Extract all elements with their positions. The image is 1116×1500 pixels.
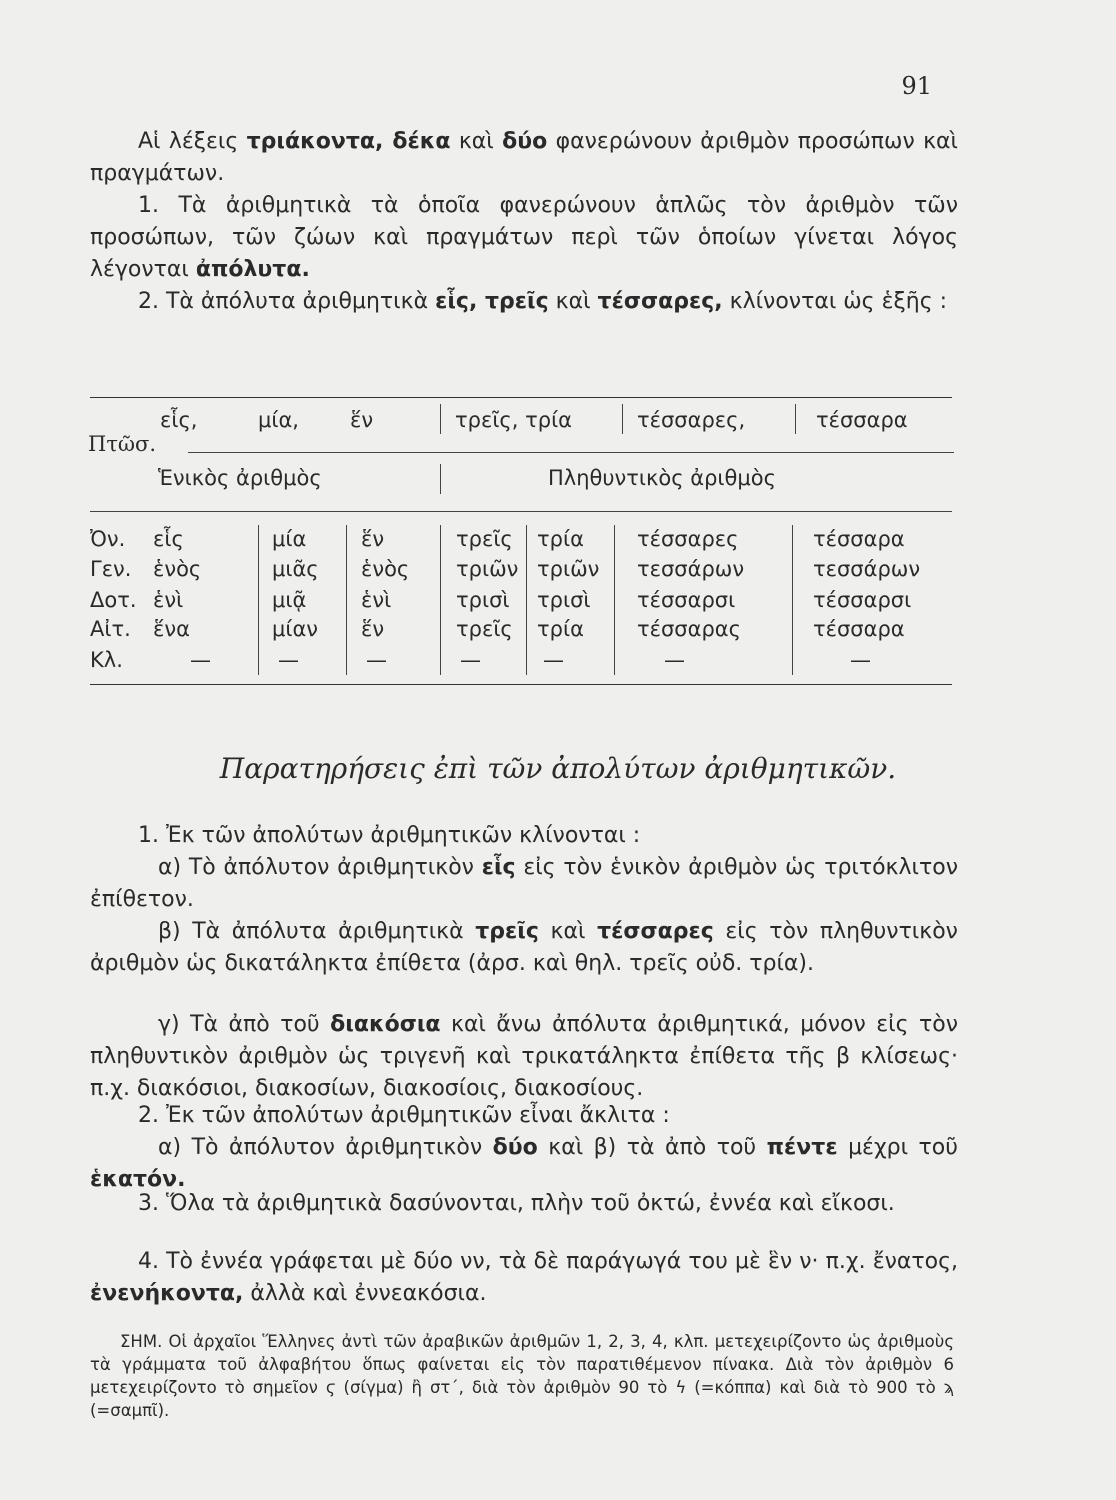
p2-rest: κλίνονται ὡς ἑξῆς : — [729, 289, 948, 314]
page-number: 91 — [901, 72, 932, 100]
table-bottom-rule — [90, 684, 952, 685]
cell: τεσσάρων — [813, 557, 921, 581]
obs-1: 1. Ἐκ τῶν ἀπολύτων ἀριθμητικῶν κλίνονται : — [138, 823, 641, 848]
cell: τρεῖς — [456, 527, 513, 551]
cell: τέσσαρας — [637, 617, 741, 641]
singular-label: Ἑνικὸς ἀριθμὸς — [158, 466, 322, 490]
cell: ἑνὶ — [153, 588, 184, 612]
obs-1b-bold-1: τρεῖς — [475, 919, 539, 944]
obs-3: 3. Ὅλα τὰ ἀριθμητικὰ δασύνονται, πλὴν τοῦ ὀκτώ, ἐννέα καὶ εἴκοσι. — [138, 1191, 895, 1216]
cell: τεσσάρων — [637, 557, 745, 581]
cell: τέσσαρσι — [637, 588, 736, 612]
cell: τριῶν — [537, 557, 600, 581]
cell: τέσσαρα — [813, 617, 905, 641]
cell: — — [850, 648, 871, 672]
obs-2a-bold-2: πέντε — [766, 1135, 838, 1160]
header-mia: μία, — [258, 408, 299, 432]
footnote: ΣΗΜ. Οἱ ἀρχαῖοι Ἕλληνες ἀντὶ τῶν ἀραβικῶν ἀριθμῶν 1, 2, 3, 4, κλπ. μετεχειρίζοντο ὡς ἀριθμοὺς τὰ γράμματα τοῦ ἀλφαβήτου ὅπως φαίνεται εἰς τὸν παρατιθέμενον πίνακα. Διὰ τὸν ἀριθμὸν 6 μετεχειρίζοντο τὸ σημεῖον ϛ (σίγμα) ἢ στ΄, διὰ τὸν ἀριθμὸν 90 τὸ ϟ (=κόππα) καὶ διὰ τὸ 900 τὸ ϡ (=σαμπῖ). — [90, 1332, 954, 1420]
section-heading: Παρατηρήσεις ἐπὶ τῶν ἀπολύτων ἀριθμητικῶν. — [219, 752, 897, 785]
case-label: Γεν. — [90, 557, 132, 581]
obs-1g-pre: γ) Τὰ ἀπὸ τοῦ — [158, 1012, 320, 1037]
paragraph-2 — [90, 286, 958, 318]
intro-rest: φανερώνουν ἀριθμὸν προσώπων καὶ πραγμάτων. — [90, 129, 959, 186]
header-eis: εἷς, — [160, 408, 198, 432]
p2-bold: εἷς, τρεῖς — [435, 289, 549, 314]
cell: — — [190, 648, 211, 672]
table-top-rule — [90, 397, 952, 398]
header-tessares: τέσσαρες, — [637, 408, 746, 432]
obs-1b — [90, 916, 958, 980]
obs-1g-bold: διακόσια — [330, 1012, 441, 1037]
header-bar-3 — [795, 404, 796, 434]
p1-bold: ἀπόλυτα. — [195, 257, 310, 282]
p2-bold-2: τέσσαρες, — [597, 289, 723, 314]
obs-4 — [90, 1246, 958, 1310]
intro-bold-2: δύο — [502, 129, 548, 154]
obs-1b-rest: εἰς τὸν πληθυντικὸν ἀριθμὸν ὡς δικατάληκτα ἐπίθετα (ἀρσ. καὶ θηλ. τρεῖς οὐδ. τρία). — [90, 919, 958, 976]
cell: τρία — [537, 617, 584, 641]
header-en: ἕν — [350, 408, 374, 432]
col-bar — [614, 525, 615, 675]
cell: τρισὶ — [456, 588, 510, 612]
cell: — — [366, 648, 387, 672]
obs-2a-bold: δύο — [492, 1135, 538, 1160]
cell: ἑνὶ — [361, 588, 392, 612]
obs-4-pre: 4. Τὸ ἐννέα γράφεται μὲ δύο νν, τὰ δὲ παράγωγά του μὲ ἓν ν· π.χ. ἔνατος, — [138, 1249, 958, 1274]
p1-text: 1. Τὰ ἀριθμητικὰ τὰ ὁποῖα φανερώνουν ἁπλῶς τὸν ἀριθμὸν τῶν προσώπων, τῶν ζώων καὶ πραγμάτων περὶ τῶν ὁποίων γίνεται λόγος λέγονται — [90, 193, 958, 282]
col-bar — [440, 525, 441, 675]
case-label: Δοτ. — [90, 588, 137, 612]
cell: εἷς — [153, 527, 184, 551]
table-header-rule — [90, 511, 952, 512]
cell: τρισὶ — [537, 588, 591, 612]
obs-4-bold: ἐνενήκοντα, — [90, 1281, 244, 1306]
ptosis-label: Πτῶσ. — [88, 432, 157, 456]
cell: μιᾶς — [272, 557, 319, 581]
obs-1b-pre: β) Τὰ ἀπόλυτα ἀριθμητικὰ — [158, 919, 464, 944]
cell: ἕνα — [153, 617, 190, 641]
plural-label: Πληθυντικὸς ἀριθμὸς — [548, 466, 776, 490]
col-bar — [346, 525, 347, 675]
obs-1b-and: καὶ — [550, 919, 586, 944]
header-tessara: τέσσαρα — [816, 408, 908, 432]
intro-paragraph — [90, 126, 958, 190]
obs-4-rest: ἀλλὰ καὶ ἐννεακόσια. — [250, 1281, 487, 1306]
intro-bold-1: τριάκοντα, δέκα — [246, 129, 451, 154]
obs-1a-bold: εἷς — [481, 855, 516, 880]
cell: τέσσαρα — [813, 527, 905, 551]
col-bar — [792, 525, 793, 675]
cell: ἕν — [361, 617, 385, 641]
col-bar — [526, 525, 527, 675]
obs-2a-pre: α) Τὸ ἀπόλυτον ἀριθμητικὸν — [158, 1135, 483, 1160]
cell: — — [460, 648, 481, 672]
obs-2: 2. Ἐκ τῶν ἀπολύτων ἀριθμητικῶν εἶναι ἄκλιτα : — [138, 1103, 670, 1128]
obs-2a — [90, 1132, 958, 1196]
cell: — — [664, 648, 685, 672]
cell: μία — [272, 527, 307, 551]
paragraph-1 — [90, 190, 958, 286]
cell: τρία — [537, 527, 584, 551]
header-mid-rule — [188, 452, 954, 453]
cell: ἕν — [361, 527, 385, 551]
obs-1a-rest: εἰς τὸν ἑνικὸν ἀριθμὸν ὡς τριτόκλιτον ἐπίθετον. — [90, 855, 958, 912]
col-bar — [258, 525, 259, 675]
cell: — — [543, 648, 564, 672]
cell: μίαν — [272, 617, 319, 641]
cell: τρεῖς — [456, 617, 513, 641]
p2-and: καὶ — [555, 289, 591, 314]
header-bar-2 — [622, 404, 623, 434]
obs-2a-bold-3: ἑκατόν. — [90, 1167, 186, 1192]
cell: ἑνὸς — [361, 557, 410, 581]
intro-and: καὶ — [458, 129, 494, 154]
case-label: Κλ. — [90, 648, 123, 672]
cell: τριῶν — [456, 557, 519, 581]
header-treis-tria: τρεῖς, τρία — [455, 408, 573, 432]
header-bar-1 — [440, 404, 441, 434]
cell: τέσσαρες — [637, 527, 739, 551]
cell: μιᾷ — [272, 588, 307, 612]
obs-1a-pre: α) Τὸ ἀπόλυτον ἀριθμητικὸν — [158, 855, 474, 880]
case-label: Ὀν. — [90, 527, 126, 551]
case-label: Αἰτ. — [90, 617, 131, 641]
obs-2a-mid-2: μέχρι τοῦ — [848, 1135, 958, 1160]
obs-1b-bold-2: τέσσαρες — [597, 919, 714, 944]
obs-2a-mid: καὶ β) τὰ ἀπὸ τοῦ — [548, 1135, 757, 1160]
p2-text: 2. Τὰ ἀπόλυτα ἀριθμητικὰ — [138, 289, 429, 314]
intro-prefix: Αἱ λέξεις — [138, 129, 239, 154]
cell: — — [278, 648, 299, 672]
obs-1g — [90, 1009, 958, 1105]
cell: τέσσαρσι — [813, 588, 912, 612]
obs-1a — [90, 852, 958, 916]
header-bar-4 — [440, 464, 441, 494]
cell: ἑνὸς — [153, 557, 202, 581]
obs-1g-rest: καὶ ἄνω ἀπόλυτα ἀριθμητικά, μόνον εἰς τὸν πληθυντικὸν ἀριθμὸν ὡς τριγενῆ καὶ τρικατάληκτα ἐπίθετα τῆς β κλίσεως· π.χ. διακόσιοι, διακοσίων, διακοσίοις, διακοσίους. — [90, 1012, 958, 1101]
